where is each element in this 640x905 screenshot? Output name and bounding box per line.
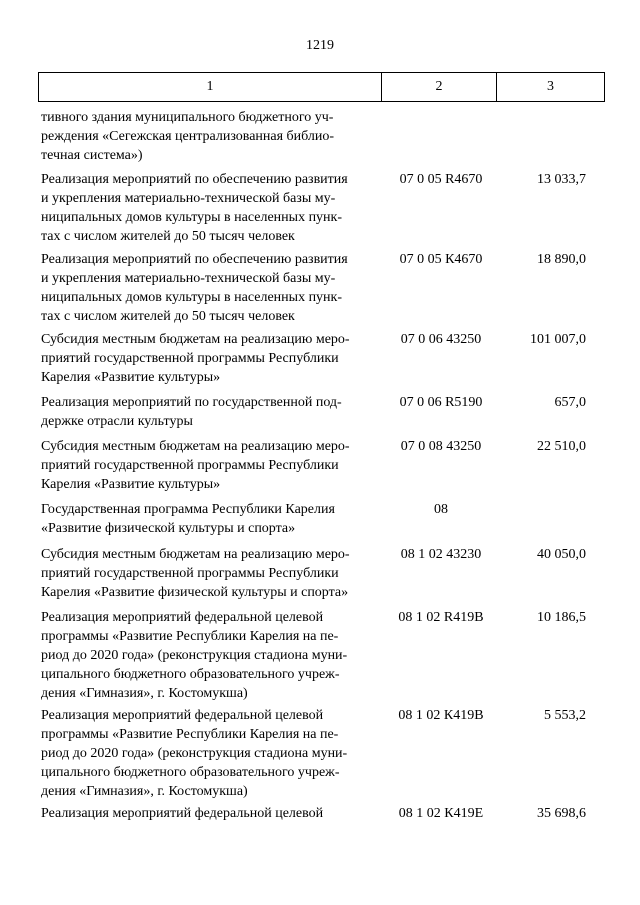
row-description [41,330,376,387]
row-description [41,250,376,326]
row-description [41,706,376,801]
description-line: тах с числом жителей до 50 тысяч человек [41,229,295,244]
description-line: течная система») [41,148,143,163]
row-amount: 40 050,0 [537,547,586,562]
description-line: и укрепления материально-технической базы му- [41,191,336,206]
row-description [41,500,376,538]
row-code: 07 0 08 43250 [400,439,482,454]
table-header [38,72,605,102]
row-amount: 35 698,6 [537,806,586,821]
description-line: реждения «Сегежская централизованная библио- [41,129,335,144]
description-line: тах с числом жителей до 50 тысяч человек [41,309,295,324]
description-line: ниципальных домов культуры в населенных пунк- [41,210,343,225]
description-line: Субсидия местным бюджетам на реализацию меро- [41,547,350,562]
row-description [41,437,376,494]
description-line: Субсидия местным бюджетам на реализацию меро- [41,439,350,454]
page-number: 1219 [306,38,334,53]
row-code: 07 0 06 R5190 [399,395,483,410]
description-line: «Развитие физической культуры и спорта» [41,521,296,536]
row-code: 07 0 05 R4670 [399,172,483,187]
description-line: Государственная программа Республики Карелия [41,502,335,517]
description-line: Карелия «Развитие культуры» [41,477,221,492]
row-description [41,393,376,431]
description-line: Реализация мероприятий по государственной под- [41,395,342,410]
row-code: 08 1 02 К419Е [398,806,484,821]
description-line: Реализация мероприятий по обеспечению развития [41,252,348,267]
description-line: дения «Гимназия», г. Костомукша) [41,784,248,799]
description-line: тивного здания муниципального бюджетного уч- [41,110,334,125]
row-amount: 101 007,0 [530,332,586,347]
row-amount: 657,0 [554,395,586,410]
description-line: и укрепления материально-технической базы му- [41,271,336,286]
description-line: Реализация мероприятий федеральной целевой [41,708,324,723]
header-col-2: 2 [382,73,497,101]
description-line: ципального бюджетного образовательного учреж- [41,765,340,780]
row-code: 07 0 06 43250 [400,332,482,347]
description-line: Карелия «Развитие физической культуры и спорта» [41,585,349,600]
description-line: держке отрасли культуры [41,414,193,429]
description-line: Карелия «Развитие культуры» [41,370,221,385]
row-description [41,545,376,602]
description-line: Реализация мероприятий федеральной целевой [41,610,324,625]
description-line: приятий государственной программы Республики [41,458,339,473]
description-line: ниципальных домов культуры в населенных пунк- [41,290,343,305]
row-description [41,170,376,246]
row-amount: 13 033,7 [537,172,586,187]
description-line: программы «Развитие Республики Карелия на пе- [41,727,339,742]
row-code: 08 [434,502,448,517]
description-line: Реализация мероприятий по обеспечению развития [41,172,348,187]
row-description [41,804,376,823]
row-amount: 10 186,5 [537,610,586,625]
row-code: 08 1 02 43230 [400,547,482,562]
description-line: риод до 2020 года» (реконструкция стадиона муни- [41,648,348,663]
row-code: 08 1 02 К419В [398,708,484,723]
description-line: приятий государственной программы Республики [41,351,339,366]
description-line: Реализация мероприятий федеральной целевой [41,806,324,821]
description-line: программы «Развитие Республики Карелия на пе- [41,629,339,644]
description-line: приятий государственной программы Республики [41,566,339,581]
description-line: дения «Гимназия», г. Костомукша) [41,686,248,701]
row-code: 08 1 02 R419B [398,610,484,625]
row-description [41,608,376,703]
row-code: 07 0 05 К4670 [399,252,483,267]
row-amount: 22 510,0 [537,439,586,454]
row-description [41,108,376,165]
header-col-3: 3 [547,79,554,94]
description-line: риод до 2020 года» (реконструкция стадиона муни- [41,746,348,761]
description-line: ципального бюджетного образовательного учреж- [41,667,340,682]
row-amount: 5 553,2 [544,708,586,723]
header-col-1: 1 [39,73,382,101]
row-amount: 18 890,0 [537,252,586,267]
description-line: Субсидия местным бюджетам на реализацию меро- [41,332,350,347]
